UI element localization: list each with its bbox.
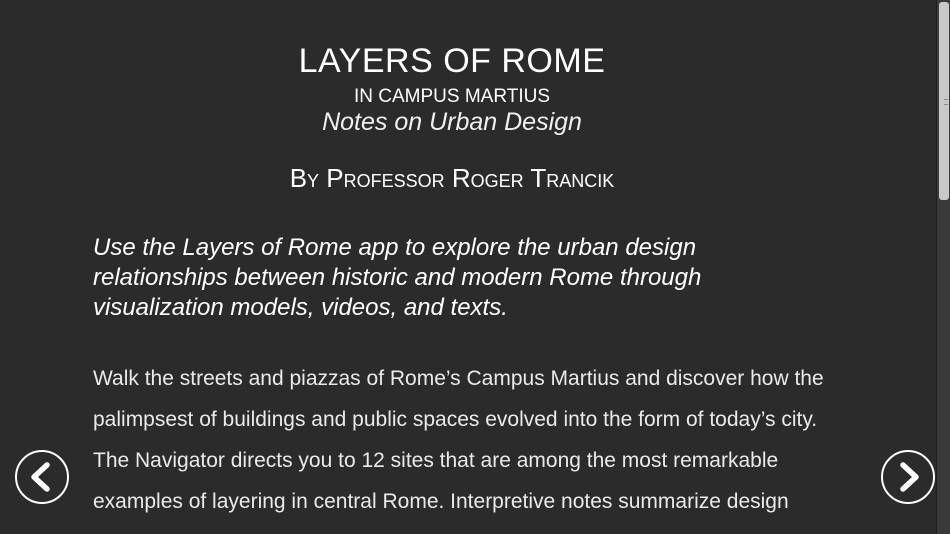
intro-line: relationships between historic and modern Rome through (93, 264, 702, 291)
body-paragraph (93, 358, 873, 522)
intro-line: visualization models, videos, and texts. (93, 294, 508, 321)
body-line: palimpsest of buildings and public spaces evolved into the form of today’s city. (93, 408, 818, 431)
author-byline: By Professor Roger Trancik (289, 163, 615, 193)
page-title: LAYERS OF ROME (298, 42, 606, 80)
body-line: The Navigator directs you to 12 sites that are among the most remarkable (93, 449, 779, 472)
next-page-button[interactable] (881, 450, 935, 504)
vertical-scrollbar[interactable] (936, 0, 950, 534)
previous-page-button[interactable] (15, 450, 69, 504)
intro-paragraph (93, 233, 813, 323)
chevron-right-icon (883, 452, 933, 502)
body-line: examples of layering in central Rome. Interpretive notes summarize design (93, 490, 789, 513)
scrollbar-thumb[interactable] (939, 2, 949, 200)
chevron-left-icon (17, 452, 67, 502)
body-line: Walk the streets and piazzas of Rome’s Campus Martius and discover how the (93, 367, 824, 390)
grip-icon (944, 99, 948, 105)
intro-line: Use the Layers of Rome app to explore the urban design (93, 234, 697, 261)
page-subtitle: IN CAMPUS MARTIUS (353, 86, 550, 107)
page-notes-heading: Notes on Urban Design (322, 108, 582, 136)
